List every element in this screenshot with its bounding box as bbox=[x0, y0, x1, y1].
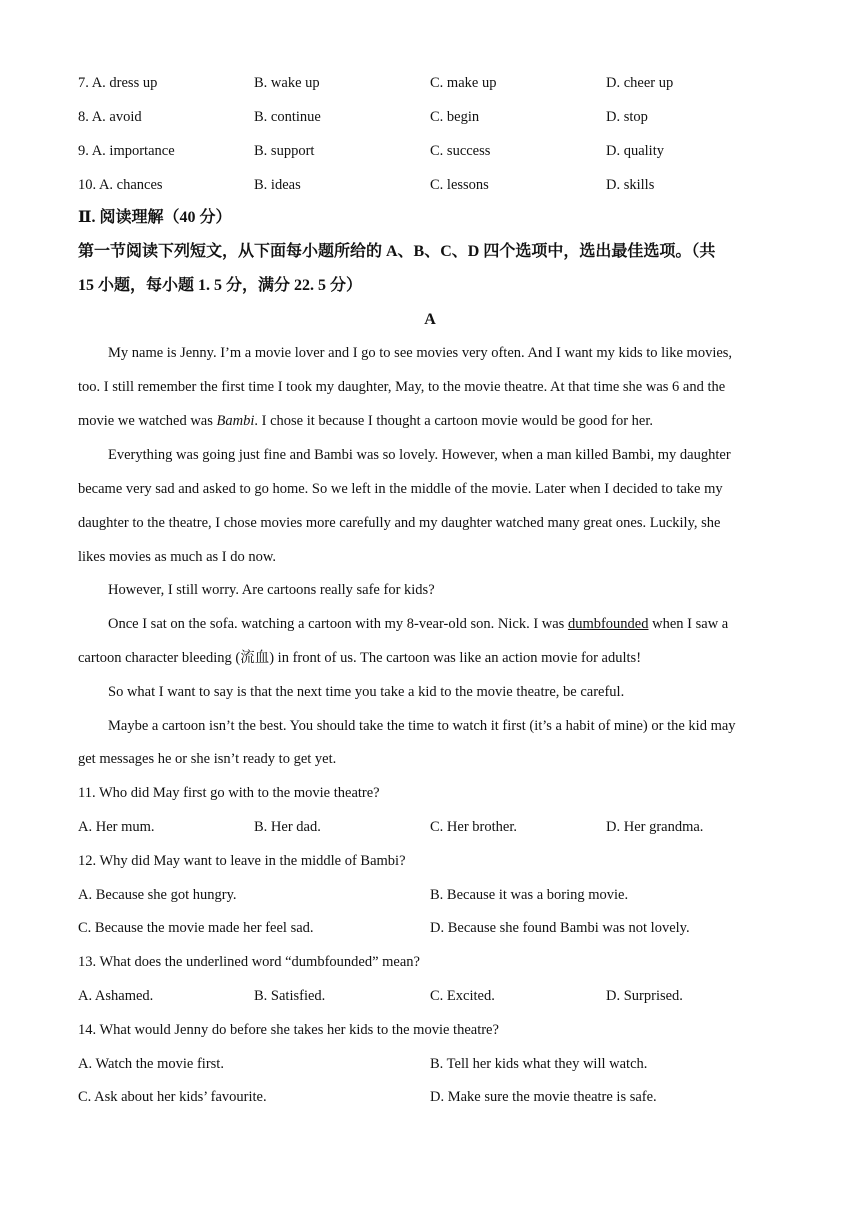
passage-line: Maybe a cartoon isn’t the best. You should take the time to watch it first (it’s a habit of mine) or the kid may bbox=[108, 718, 736, 734]
instruction-line-2: 15 小题，每小题 1. 5 分，满分 22. 5 分） bbox=[78, 277, 363, 294]
movie-title: Bambi bbox=[216, 413, 255, 429]
option-b: B. wake up bbox=[254, 75, 320, 91]
passage-line: cartoon character bleeding (流血) in front of us. The cartoon was like an action movie for adults! bbox=[78, 650, 642, 666]
text-run: . I chose it because I thought a cartoon movie would be good for her. bbox=[254, 413, 654, 429]
passage-label: A bbox=[424, 311, 436, 328]
option-a: A. Her mum. bbox=[78, 819, 155, 835]
passage-line: get messages he or she isn’t ready to get yet. bbox=[78, 751, 337, 767]
option-b: B. Because it was a boring movie. bbox=[430, 887, 629, 903]
question-14-options-row2 bbox=[78, 1087, 788, 1107]
question-14: 14. What would Jenny do before she takes her kids to the movie theatre? bbox=[78, 1022, 499, 1038]
option-d: D. Surprised. bbox=[606, 988, 683, 1004]
option-d: D. Make sure the movie theatre is safe. bbox=[430, 1089, 657, 1105]
passage-line: became very sad and asked to go home. So we left in the middle of the movie. Later when I decided to take my bbox=[78, 481, 723, 497]
passage-line bbox=[78, 614, 788, 634]
option-d: D. cheer up bbox=[606, 75, 674, 91]
passage-line: However, I still worry. Are cartoons really safe for kids? bbox=[108, 582, 435, 598]
question-9-options bbox=[78, 141, 788, 161]
question-11: 11. Who did May first go with to the movie theatre? bbox=[78, 785, 380, 801]
passage-line: likes movies as much as I do now. bbox=[78, 549, 277, 565]
option-d: D. Her grandma. bbox=[606, 819, 704, 835]
option-b: B. Tell her kids what they will watch. bbox=[430, 1056, 648, 1072]
question-13: 13. What does the underlined word “dumbfounded” mean? bbox=[78, 954, 420, 970]
section-title: Ⅱ. 阅读理解（40 分） bbox=[78, 209, 232, 226]
question-14-options-row1 bbox=[78, 1054, 788, 1074]
text-run: movie we watched was bbox=[78, 413, 217, 429]
question-10-options bbox=[78, 175, 788, 195]
question-13-options bbox=[78, 986, 788, 1006]
option-b: B. support bbox=[254, 143, 315, 159]
option-a: A. Because she got hungry. bbox=[78, 887, 237, 903]
option-b: B. Satisfied. bbox=[254, 988, 326, 1004]
text-run: when I saw a bbox=[648, 616, 729, 632]
passage-line: So what I want to say is that the next time you take a kid to the movie theatre, be careful. bbox=[108, 684, 625, 700]
passage-line: daughter to the theatre, I chose movies more carefully and my daughter watched many great ones. Luckily, she bbox=[78, 515, 721, 531]
option-d: D. stop bbox=[606, 109, 648, 125]
option-c: C. success bbox=[430, 143, 491, 159]
option-a: A. Ashamed. bbox=[78, 988, 154, 1004]
text-run: Once I sat on the sofa. watching a cartoon with my 8-vear-old son. Nick. I was bbox=[108, 616, 568, 632]
passage-line: Everything was going just fine and Bambi was so lovely. However, when a man killed Bambi, my daughter bbox=[108, 447, 731, 463]
question-7-options bbox=[78, 73, 788, 93]
option-a: 8. A. avoid bbox=[78, 109, 142, 125]
option-c: C. make up bbox=[430, 75, 497, 91]
passage-line: My name is Jenny. I’m a movie lover and I go to see movies very often. And I want my kids to like movies, bbox=[108, 345, 733, 361]
option-b: B. ideas bbox=[254, 177, 301, 193]
passage-line bbox=[78, 411, 788, 431]
option-c: C. lessons bbox=[430, 177, 489, 193]
option-b: B. continue bbox=[254, 109, 321, 125]
option-c: C. Her brother. bbox=[430, 819, 517, 835]
option-c: C. Ask about her kids’ favourite. bbox=[78, 1089, 267, 1105]
passage-line: too. I still remember the first time I took my daughter, May, to the movie theatre. At that time she was 6 and the bbox=[78, 379, 726, 395]
option-c: C. Excited. bbox=[430, 988, 495, 1004]
option-a: 10. A. chances bbox=[78, 177, 163, 193]
option-b: B. Her dad. bbox=[254, 819, 321, 835]
option-a: 7. A. dress up bbox=[78, 75, 158, 91]
option-a: A. Watch the movie first. bbox=[78, 1056, 224, 1072]
option-c: C. Because the movie made her feel sad. bbox=[78, 920, 314, 936]
question-12-options-row1 bbox=[78, 885, 788, 905]
option-d: D. quality bbox=[606, 143, 664, 159]
option-a: 9. A. importance bbox=[78, 143, 175, 159]
option-c: C. begin bbox=[430, 109, 480, 125]
question-8-options bbox=[78, 107, 788, 127]
option-d: D. Because she found Bambi was not lovely. bbox=[430, 920, 690, 936]
question-12-options-row2 bbox=[78, 918, 788, 938]
underlined-word: dumbfounded bbox=[567, 616, 649, 632]
instruction-line-1: 第一节阅读下列短文，从下面每小题所给的 A、B、C、D 四个选项中，选出最佳选项。（共 bbox=[78, 243, 716, 260]
question-11-options bbox=[78, 817, 788, 837]
option-d: D. skills bbox=[606, 177, 655, 193]
question-12: 12. Why did May want to leave in the middle of Bambi? bbox=[78, 853, 406, 869]
